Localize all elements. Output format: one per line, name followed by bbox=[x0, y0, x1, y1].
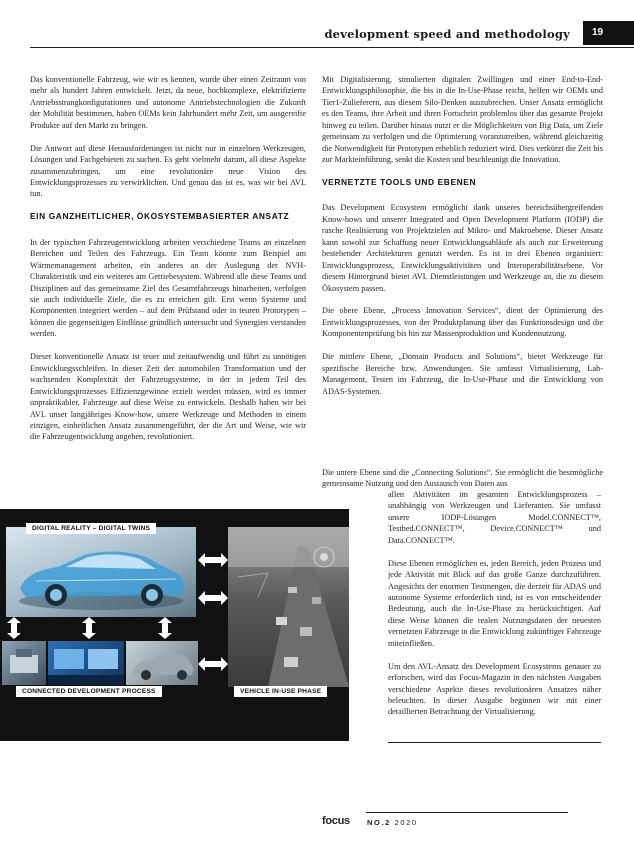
article-end-rule bbox=[388, 742, 601, 743]
body-paragraph: Die untere Ebene sind die „Connecting Solutions“. Sie ermöglicht die bestmögliche gemeinsame Nutzung und den Austausch von Daten aus bbox=[322, 468, 603, 489]
vehicle-in-use-image bbox=[228, 527, 349, 687]
issue-number bbox=[367, 818, 418, 827]
vertical-double-arrow-icon bbox=[82, 617, 96, 639]
body-paragraph: Dieser konventionelle Ansatz ist teuer und zeitaufwendig und führt zu unnötigen Entwicklungsschleifen. In dieser Zeit der automobilen Transformation und der wachsenden Komplexität der Fahrzeugsysteme, in der in jedem Teil des Entwicklungsprozesses Effizienzgewinne erzielt werden müssen, wird es immer unpraktikabler, Fahrzeuge auf diese Weise zu entwickeln. Deshalb haben wir bei AVL unser langjähriges Know-how, unsere Werkzeuge und Methoden in einem einzigen, einheitlichen Ansatz zusammengeführt, der die Art und Weise, wie wir die Fahrzeugentwicklung angehen, revolutioniert. bbox=[30, 352, 306, 442]
left-column bbox=[30, 74, 306, 454]
development-ecosystem-figure bbox=[0, 509, 349, 741]
double-arrow-icon bbox=[198, 553, 228, 567]
double-arrow-icon bbox=[198, 657, 228, 671]
header-rule bbox=[30, 47, 634, 48]
right-column bbox=[322, 74, 603, 408]
body-paragraph: Die Antwort auf diese Herausforderungen ist nicht nur in einzelnen Werkzeugen, Lösungen und Fachgebieten zu suchen. Es geht vielmehr darum, all diese Aspekte zusammenzubringen, um eine revolutionäre neue Vision des Entwicklungsprozesses zu verwirklichen. Und genau das ist es, was wir bei AVL tun. bbox=[30, 143, 306, 199]
body-paragraph: Das konventionelle Fahrzeug, wie wir es kennen, wurde über einen Zeitraum von mehr als hundert Jahren entwickelt. Jetzt, da neue, hochkomplexe, elektrifizierte Antriebsstrangkonfigurationen und autonome Antriebstechnologien die Zukunft der Mobilität bestimmen, haben OEMs kein Jahrhundert mehr Zeit, um ausgereifte Produkte auf den Markt zu bringen. bbox=[30, 75, 306, 130]
magazine-logo: focus bbox=[322, 815, 350, 827]
issue-label: NO.2 bbox=[367, 818, 391, 827]
figure-bottom-strip bbox=[0, 701, 349, 741]
right-column-lower bbox=[388, 489, 601, 729]
body-paragraph: Das Development Ecosystem ermöglicht dank unseres bereichsübergreifenden Know-hows und unserer Integrated and Open Development Platform (IODP) die rasche Realisierung von Projektzielen auf Mikro- und Makroebene. Dieser Ansatz kann sowohl zur Schaffung neuer Entwicklungsabläufe als auch zur Erweiterung bestehender Architekturen genutzt werden. Es ist in drei Ebenen organisiert: Entwicklungsprozess, Entwicklungsaktivitäten und Interoperabilitätsebene. Vor diesem Hintergrund bietet AVL Dienstleistungen und Werkzeuge an, die zu diesem Ökosystem passen. bbox=[322, 203, 603, 293]
body-paragraph: Mit Digitalisierung, simulierten digitalen Zwillingen und einer End-to-End-Entwicklungsphilosophie, die bis in die In-Use-Phase reicht, helfen wir OEMs und Tier1-Zulieferern, aus diesem Silo-Denken auszubrechen. Unser Ansatz ermöglicht es den Teams, ihre Arbeit und ihren Fortschritt problemlos über das gesamte Projekt hinweg zu teilen. Darüber hinaus nutzt er die Möglichkeiten von Big Data, um Ziele gemeinsam zu verfolgen und die Optimierung voranzutreiben, während gleichzeitig die Notwendigkeit für Prototypen erheblich reduziert wird. Dies verkürzt die Zeit bis zur Markteinführung, senkt die Kosten und beschleunigt die Innovation. bbox=[322, 75, 603, 165]
body-paragraph: In der typischen Fahrzeugentwicklung arbeiten verschiedene Teams an einzelnen Bereichen und Teilen des Fahrzeugs. Ein Team könnte zum Beispiel am Wärmemanagement arbeiten, ein anderes an der Auslegung der NVH-Charakteristik und ein weiteres am Getriebesystem. Während alle diese Teams und Disziplinen auf das gemeinsame Ziel des Gesamtfahrzeugs hinarbeiten, verfolgen sie auch individuelle Ziele, die es zu erreichen gilt. Erst wenn Systeme und Komponenten integriert werden – auf dem Prüfstand oder in teuren Prototypen – können die gegenseitigen Einflüsse gründlich untersucht und Synergien verstanden werden. bbox=[30, 237, 306, 339]
body-paragraph: Diese Ebenen ermöglichen es, jeden Bereich, jeden Prozess und jede Aktivität mit Blick auf das große Ganze durchzuführen. Angesichts der enormen Testmengen, die derzeit für ADAS und autonome Systeme erforderlich sind, ist es von entscheidender Bedeutung, auch die In-Use-Phase zu berücksichtigen. Auf diese Weise können die realen Nutzungsdaten der neuesten vernetzten Fahrzeuge in die Entwicklung zukünftiger Fahrzeuge miteinfließen. bbox=[388, 558, 601, 648]
digital-twin-car-image bbox=[6, 527, 196, 617]
section-heading: EIN GANZHEITLICHER, ÖKOSYSTEMBASIERTER ANSATZ bbox=[30, 211, 290, 222]
digital-twin-panel bbox=[6, 527, 196, 617]
vertical-double-arrow-icon bbox=[158, 617, 172, 639]
testbed-image-vehicle bbox=[126, 641, 198, 685]
section-heading: VERNETZTE TOOLS UND EBENEN bbox=[322, 177, 477, 188]
body-paragraph: allen Aktivitäten im gesamten Entwicklungsprozess – unabhängig von Werkzeugen und Lieferanten. Sie umfasst unsere IODP-Lösungen Model.CONNECT™, Testbed.CONNECT™, Device.CONNECT™ und Data.CONNECT™. bbox=[388, 490, 601, 545]
testbed-image-engine bbox=[2, 641, 46, 685]
issue-year: 2020 bbox=[394, 818, 418, 827]
vertical-double-arrow-icon bbox=[7, 617, 21, 639]
running-header-title: development speed and methodology bbox=[324, 27, 570, 41]
figure-label-digital-twins: DIGITAL REALITY – DIGITAL TWINS bbox=[26, 523, 156, 534]
body-paragraph: Die mittlere Ebene, „Domain Products and Solutions“, bietet Werkzeuge für spezifische Bereiche bzw. Anwendungen. Sie umfasst Virtualisierung, Lab-Management, Testen im Fahrzeug, die In-Use-Phase und die Entwicklung von ADAS-Systemen. bbox=[322, 352, 603, 396]
testbed-image-lab bbox=[48, 641, 124, 685]
figure-label-development-process: CONNECTED DEVELOPMENT PROCESS bbox=[16, 686, 162, 697]
double-arrow-icon bbox=[198, 591, 228, 605]
body-paragraph: Die obere Ebene, „Process Innovation Services“, dient der Optimierung des Entwicklungsprozesses, von der Produktplanung über das Funktionsdesign und die Komponentenprüfung bis hin zur Massenproduktion und Kundennutzung. bbox=[322, 306, 603, 339]
footer-rule bbox=[366, 812, 568, 813]
body-paragraph: Um den AVL-Ansatz des Development Ecosystems genauer zu erforschen, wird das Focus-Magazin in den nächsten Ausgaben verschiedene Aspekte dieses revolutionären Ansatzes näher beleuchten. In dieser Ausgabe beginnen wir mit einer detaillierten Betrachtung der Virtualisierung. bbox=[388, 661, 601, 717]
page-number-badge: 19 bbox=[583, 21, 634, 45]
figure-label-vehicle-in-use: VEHICLE IN-USE PHASE bbox=[234, 686, 327, 697]
